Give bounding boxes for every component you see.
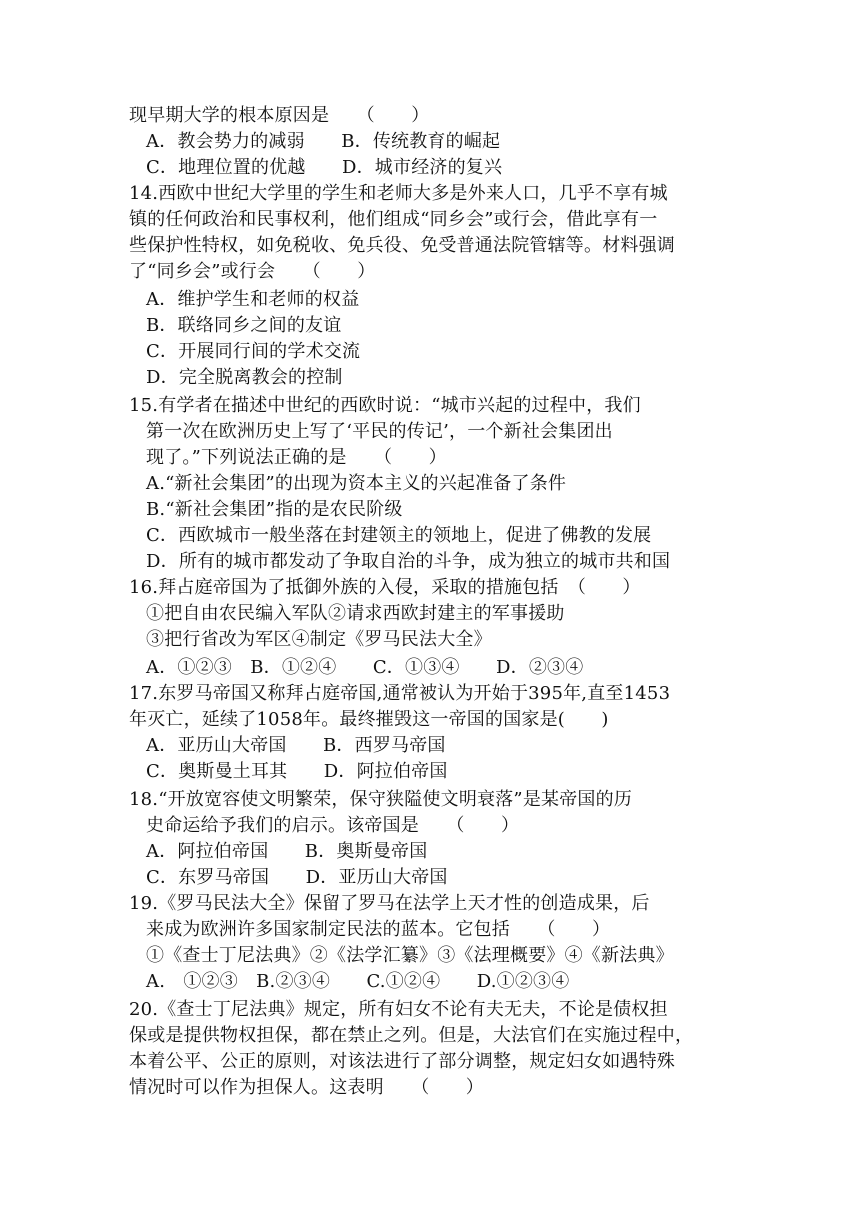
option-line: C．地理位置的优越 D．城市经济的复兴 [146, 157, 503, 178]
text-line: 保或是提供物权担保，都在禁止之列。但是，大法官们在实施过程中， [129, 1025, 694, 1046]
question-20-text: 20.《查士丁尼法典》规定，所有妇女不论有夫无夫，不论是债权担 [129, 999, 668, 1020]
question-17-text: 17.东罗马帝国又称拜占庭帝国,通常被认为开始于395年,直至1453 [129, 683, 671, 704]
question-18-text: 18.“开放宽容使文明繁荣，保守狭隘使文明衰落”是某帝国的历 [129, 789, 633, 810]
option-line: C．东罗马帝国 D．亚历山大帝国 [146, 867, 448, 888]
option-line: A. ①②③ B.②③④ C.①②④ D.①②③④ [146, 971, 570, 992]
text-line: 镇的任何政治和民事权利，他们组成“同乡会”或行会，借此享有一 [129, 209, 658, 230]
option-line: D．所有的城市都发动了争取自治的斗争，成为独立的城市共和国 [146, 551, 671, 572]
text-line: ③把行省改为军区④制定《罗马民法大全》 [146, 629, 492, 650]
text-line: 现了。”下列说法正确的是 （ ） [146, 447, 447, 468]
option-line: D．完全脱离教会的控制 [146, 367, 343, 388]
text-line: 第一次在欧洲历史上写了‘平民的传记’，一个新社会集团出 [146, 421, 613, 442]
question-15-text: 15.有学者在描述中世纪的西欧时说：“城市兴起的过程中，我们 [129, 395, 641, 416]
option-line: A．维护学生和老师的权益 [146, 289, 360, 310]
text-line: 些保护性特权，如免税收、免兵役、免受普通法院管辖等。材料强调 [129, 235, 675, 256]
text-line: 了“同乡会”或行会 （ ） [129, 261, 376, 282]
text-line: 本着公平、公正的原则，对该法进行了部分调整，规定妇女如遇特殊 [129, 1051, 675, 1072]
text-line: 情况时可以作为担保人。这表明 （ ） [129, 1077, 484, 1098]
option-line: A.“新社会集团”的出现为资本主义的兴起准备了条件 [146, 473, 567, 494]
text-line: ①《查士丁尼法典》②《法学汇纂》③《法理概要》④《新法典》 [146, 945, 674, 966]
option-line: B．联络同乡之间的友谊 [146, 315, 342, 336]
text-line: 史命运给予我们的启示。该帝国是 （ ） [146, 815, 520, 836]
option-line: A．教会势力的减弱 B．传统教育的崛起 [146, 131, 501, 152]
option-line: C．西欧城市一般坐落在封建领主的领地上，促进了佛教的发展 [146, 525, 652, 546]
text-line: ①把自由农民编入军队②请求西欧封建主的军事援助 [146, 603, 565, 624]
option-line: B.“新社会集团”指的是农民阶级 [146, 499, 403, 520]
option-line: A．①②③ B．①②④ C．①③④ D．②③④ [146, 657, 584, 678]
option-line: A．亚历山大帝国 B．西罗马帝国 [146, 735, 446, 756]
text-line: 现早期大学的根本原因是 （ ） [129, 105, 430, 126]
option-line: C．奥斯曼土耳其 D．阿拉伯帝国 [146, 761, 448, 782]
text-line: 来成为欧洲许多国家制定民法的蓝本。它包括 （ ） [146, 919, 611, 940]
question-19-text: 19.《罗马民法大全》保留了罗马在法学上天才性的创造成果，后 [129, 893, 650, 914]
option-line: C．开展同行间的学术交流 [146, 341, 361, 362]
question-16-text: 16.拜占庭帝国为了抵御外族的入侵，采取的措施包括 （ ） [129, 577, 641, 598]
text-line: 年灭亡，延续了1058年。最终摧毁这一帝国的国家是( ) [129, 709, 609, 730]
question-14-text: 14.西欧中世纪大学里的学生和老师大多是外来人口，几乎不享有城 [129, 183, 668, 204]
option-line: A．阿拉伯帝国 B．奥斯曼帝国 [146, 841, 428, 862]
